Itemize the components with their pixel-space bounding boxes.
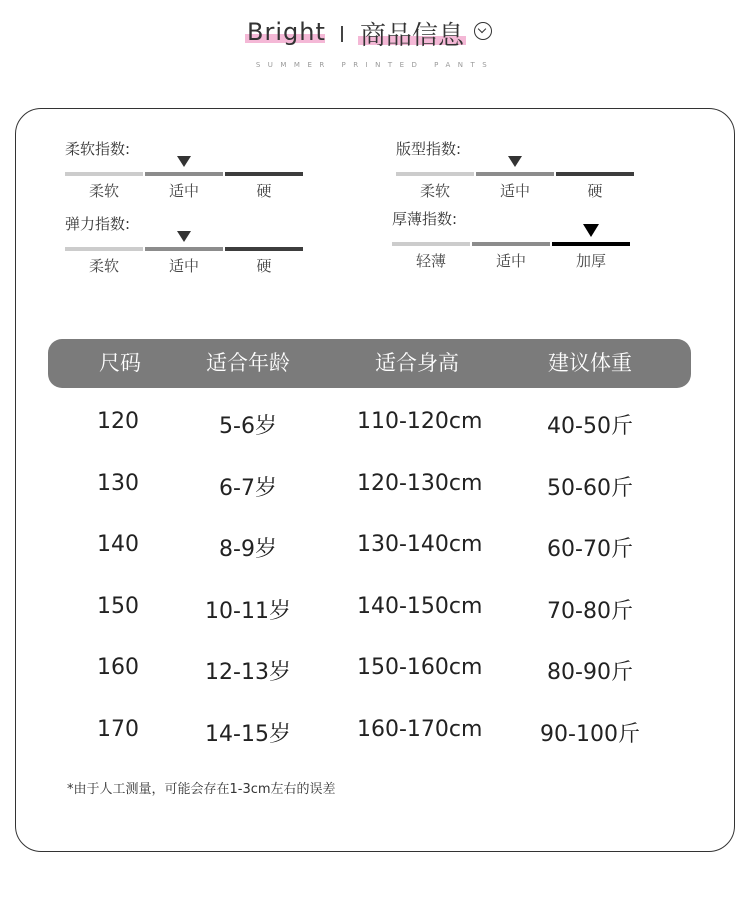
index-level-label: 适中 [495,252,526,270]
index-level-label: 柔软 [88,182,119,200]
index-level-label: 适中 [168,257,199,275]
index-marker-icon [583,224,599,237]
index-level-label: 柔软 [419,182,450,200]
index-marker-icon [177,156,191,167]
index-level-label: 轻薄 [415,252,446,270]
header-separator [341,26,343,42]
cell-height: 160-170cm [357,717,483,742]
index-bar-segment [225,247,303,251]
index-fit [396,138,646,208]
cell-size: 160 [97,655,139,681]
index-bar-segment [552,242,630,246]
section-title: 商品信息 [360,21,465,51]
cell-weight: 70-80斤 [547,598,633,624]
header-weight: 建议体重 [548,351,632,375]
index-level-label: 适中 [499,182,530,200]
header-height: 适合身高 [375,351,459,375]
table-row [0,717,750,747]
index-elasticity [65,213,315,283]
cell-age: 8-9岁 [219,537,277,563]
table-row [0,471,750,501]
header-age: 适合年龄 [206,351,290,375]
cell-height: 130-140cm [357,532,483,558]
cell-weight: 40-50斤 [547,414,633,439]
chevron-down-circle-icon [474,22,492,40]
index-bar-segment [472,242,550,246]
brand-name: Bright [247,18,326,46]
cell-weight: 80-90斤 [547,660,633,686]
index-bar-segment [65,247,143,251]
cell-height: 110-120cm [357,409,483,434]
cell-age: 12-13岁 [205,660,291,686]
index-marker-icon [177,231,191,242]
cell-height: 120-130cm [357,470,483,496]
cell-size: 120 [97,409,139,434]
index-bar-segment [556,172,634,176]
index-level-label: 加厚 [575,252,606,270]
table-row [0,409,750,439]
index-bar-segment [145,172,223,176]
cell-age: 14-15岁 [205,722,291,747]
index-bar-segment [65,172,143,176]
cell-weight: 90-100斤 [540,722,640,747]
index-level-label: 柔软 [88,257,119,275]
index-thickness [392,208,642,278]
header [0,14,750,54]
table-row [0,655,750,685]
index-title: 版型指数: [396,140,462,158]
cell-size: 130 [97,470,139,496]
cell-size: 150 [97,593,139,619]
index-level-label: 硬 [256,182,272,200]
cell-size: 140 [97,532,139,558]
index-title: 柔软指数: [65,140,131,158]
table-row [0,594,750,624]
index-level-label: 硬 [256,257,272,275]
size-table-header [48,339,691,388]
cell-weight: 60-70斤 [547,537,633,563]
cell-size: 170 [97,717,139,742]
index-title: 厚薄指数: [392,210,458,228]
cell-weight: 50-60斤 [547,475,633,501]
index-bar-segment [396,172,474,176]
index-marker-icon [508,156,522,167]
header-size: 尺码 [99,351,141,375]
index-bar-segment [392,242,470,246]
index-level-label: 硬 [587,182,603,200]
index-level-label: 适中 [168,182,199,200]
table-row [0,532,750,562]
cell-age: 10-11岁 [205,598,291,624]
cell-height: 150-160cm [357,655,483,681]
cell-height: 140-150cm [357,593,483,619]
index-bar-segment [476,172,554,176]
cell-age: 5-6岁 [219,414,277,439]
index-title: 弹力指数: [65,215,131,233]
index-bar-segment [145,247,223,251]
measurement-note: *由于人工测量，可能会存在1-3cm左右的误差 [67,782,336,797]
section-subtitle: SUMMER PRINTED PANTS [255,61,495,69]
index-softness [65,138,315,208]
index-bar-segment [225,172,303,176]
cell-age: 6-7岁 [219,475,277,501]
